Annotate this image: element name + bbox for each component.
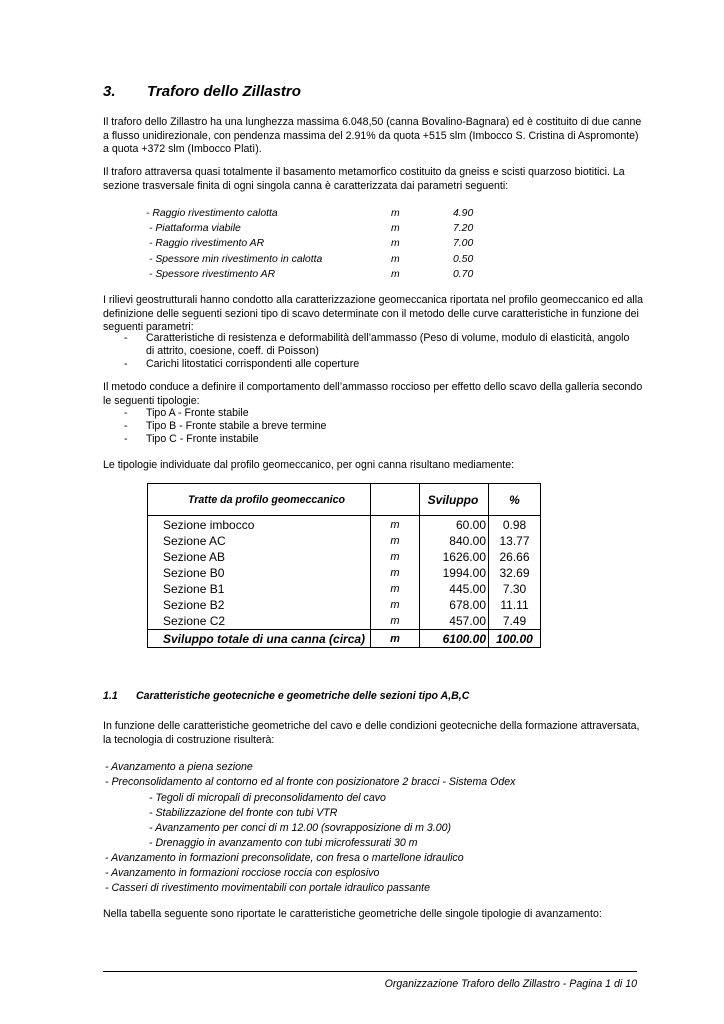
paragraph-survey: I rilievi geostrutturali hanno condotto alla caratterizzazione geomeccanica riportata nel profilo geomeccanico ed alla definizione delle seguenti sezioni tipo di scavo determinate con il metodo delle curve caratteristiche in funzione dei seguenti parametri: bbox=[103, 294, 643, 334]
cell-unit: m bbox=[371, 565, 420, 581]
list-dash: - bbox=[124, 332, 128, 344]
cell-unit: m bbox=[371, 613, 420, 630]
table-header-row bbox=[148, 484, 541, 516]
list-item: - Drenaggio in avanzamento con tubi microfessurati 30 m bbox=[149, 837, 418, 849]
footer-divider bbox=[103, 971, 637, 972]
subsection-number: 1.1 bbox=[103, 690, 118, 702]
param-unit: m bbox=[391, 208, 400, 219]
table-row bbox=[148, 516, 541, 534]
table-row bbox=[148, 549, 541, 565]
list-text: Carichi litostatici corrispondenti alle coperture bbox=[146, 358, 360, 370]
list-item: - Avanzamento in formazioni rocciose roccia con esplosivo bbox=[105, 867, 380, 879]
param-unit: m bbox=[391, 269, 400, 280]
table-row bbox=[148, 565, 541, 581]
param-unit: m bbox=[391, 254, 400, 265]
header-unit bbox=[371, 484, 420, 516]
subsection-title: Caratteristiche geotecniche e geometriche delle sezioni tipo A,B,C bbox=[136, 690, 470, 702]
paragraph-intro: Il traforo dello Zillastro ha una lunghezza massima 6.048,50 (canna Bovalino-Bagnara) ed è costituito di due canne a flusso unidirezionale, con pendenza massima del 2.91% da quota +515 slm (Imbocco S. Cristina di Aspromonte) a quota +372 slm (Imbocco Platì). bbox=[103, 116, 642, 156]
table-row bbox=[148, 597, 541, 613]
cell-unit: m bbox=[371, 581, 420, 597]
section-heading bbox=[103, 83, 301, 100]
list-item: - Stabilizzazione del fronte con tubi VTR bbox=[149, 807, 338, 819]
total-length: 6100.00 bbox=[420, 630, 489, 648]
cell-unit: m bbox=[371, 533, 420, 549]
param-label: - Piattaforma viabile bbox=[149, 223, 241, 234]
paragraph-geology: Il traforo attraversa quasi totalmente il basamento metamorfico costituito da gneiss e scisti quarzoso biotitici. La sezione trasversale finita di ogni singola canna è caratterizzata dai parametri seguenti: bbox=[103, 166, 625, 192]
header-section: Tratte da profilo geomeccanico bbox=[148, 484, 371, 516]
header-percent: % bbox=[489, 484, 541, 516]
list-item bbox=[124, 433, 259, 445]
cell-length: 60.00 bbox=[420, 516, 489, 534]
cell-section: Sezione B0 bbox=[148, 565, 371, 581]
cell-length: 445.00 bbox=[420, 581, 489, 597]
cell-length: 457.00 bbox=[420, 613, 489, 630]
table-row bbox=[148, 581, 541, 597]
param-value: 7.00 bbox=[453, 238, 474, 249]
cell-section: Sezione C2 bbox=[148, 613, 371, 630]
list-item: - Tegoli di micropali di preconsolidamento del cavo bbox=[149, 792, 386, 804]
param-label: - Spessore min rivestimento in calotta bbox=[149, 254, 323, 265]
cell-length: 678.00 bbox=[420, 597, 489, 613]
subsection-heading bbox=[103, 690, 469, 702]
cell-length: 840.00 bbox=[420, 533, 489, 549]
cell-percent: 13.77 bbox=[489, 533, 541, 549]
list-item: - Avanzamento in formazioni preconsolidate, con fresa o martellone idraulico bbox=[105, 852, 464, 864]
list-text: Tipo A - Fronte stabile bbox=[146, 407, 249, 419]
list-item: - Casseri di rivestimento movimentabili con portale idraulico passante bbox=[105, 882, 431, 894]
list-item bbox=[124, 332, 629, 344]
table-row bbox=[148, 613, 541, 630]
cell-percent: 32.69 bbox=[489, 565, 541, 581]
page-footer: Organizzazione Traforo dello Zillastro - Pagina 1 di 10 bbox=[384, 978, 637, 990]
paragraph-method: Il metodo conduce a definire il comportamento dell’ammasso roccioso per effetto dello scavo della galleria secondo le seguenti tipologie: bbox=[103, 381, 643, 407]
section-number: 3. bbox=[103, 83, 116, 100]
list-item bbox=[124, 420, 326, 432]
paragraph-technology: In funzione delle caratteristiche geometriche del cavo e delle condizioni geotecniche della formazione attraversata, la tecnologia di costruzione risulterà: bbox=[103, 720, 640, 746]
list-item: - Preconsolidamento al contorno ed al fronte con posizionatore 2 bracci - Sistema Odex bbox=[105, 776, 516, 788]
cell-unit: m bbox=[371, 549, 420, 565]
list-item: - Avanzamento a piena sezione bbox=[105, 761, 253, 773]
cell-section: Sezione AC bbox=[148, 533, 371, 549]
param-value: 4.90 bbox=[453, 208, 474, 219]
cell-section: Sezione imbocco bbox=[148, 516, 371, 534]
cell-section: Sezione AB bbox=[148, 549, 371, 565]
cell-percent: 11.11 bbox=[489, 597, 541, 613]
cell-percent: 26.66 bbox=[489, 549, 541, 565]
paragraph-typologies: Le tipologie individuate dal profilo geomeccanico, per ogni canna risultano mediamente: bbox=[103, 459, 515, 471]
section-title: Traforo dello Zillastro bbox=[147, 83, 301, 100]
cell-unit: m bbox=[371, 597, 420, 613]
cell-unit: m bbox=[371, 516, 420, 534]
total-unit: m bbox=[371, 630, 420, 648]
param-value: 7.20 bbox=[453, 223, 474, 234]
table-total-row bbox=[148, 630, 541, 648]
cell-percent: 0.98 bbox=[489, 516, 541, 534]
cell-length: 1994.00 bbox=[420, 565, 489, 581]
param-label: - Raggio rivestimento calotta bbox=[146, 208, 278, 219]
param-value: 0.70 bbox=[453, 269, 474, 280]
param-unit: m bbox=[391, 238, 400, 249]
list-item bbox=[124, 358, 359, 370]
cell-length: 1626.00 bbox=[420, 549, 489, 565]
list-text: Tipo C - Fronte instabile bbox=[146, 433, 259, 445]
list-text: Caratteristiche di resistenza e deformabilità dell’ammasso (Peso di volume, modulo di elasticità, angolo bbox=[146, 332, 630, 344]
total-percent: 100.00 bbox=[489, 630, 541, 648]
cell-percent: 7.49 bbox=[489, 613, 541, 630]
cell-section: Sezione B1 bbox=[148, 581, 371, 597]
list-item-continuation: di attrito, coesione, coeff. di Poisson) bbox=[146, 345, 319, 357]
param-value: 0.50 bbox=[453, 254, 474, 265]
total-section: Sviluppo totale di una canna (circa) bbox=[148, 630, 371, 648]
list-dash: - bbox=[124, 358, 128, 370]
param-label: - Spessore rivestimento AR bbox=[149, 269, 276, 280]
header-length: Sviluppo bbox=[420, 484, 489, 516]
cell-section: Sezione B2 bbox=[148, 597, 371, 613]
table-row bbox=[148, 533, 541, 549]
cell-percent: 7.30 bbox=[489, 581, 541, 597]
sections-table bbox=[147, 483, 541, 648]
list-dash: - bbox=[124, 407, 128, 419]
list-text: Tipo B - Fronte stabile a breve termine bbox=[146, 420, 327, 432]
paragraph-next-table: Nella tabella seguente sono riportate le caratteristiche geometriche delle singole tipologie di avanzamento: bbox=[103, 908, 602, 920]
list-item: - Avanzamento per conci di m 12.00 (sovrapposizione di m 3.00) bbox=[149, 822, 452, 834]
param-label: - Raggio rivestimento AR bbox=[149, 238, 265, 249]
list-item bbox=[124, 407, 249, 419]
list-dash: - bbox=[124, 420, 128, 432]
list-dash: - bbox=[124, 433, 128, 445]
param-unit: m bbox=[391, 223, 400, 234]
